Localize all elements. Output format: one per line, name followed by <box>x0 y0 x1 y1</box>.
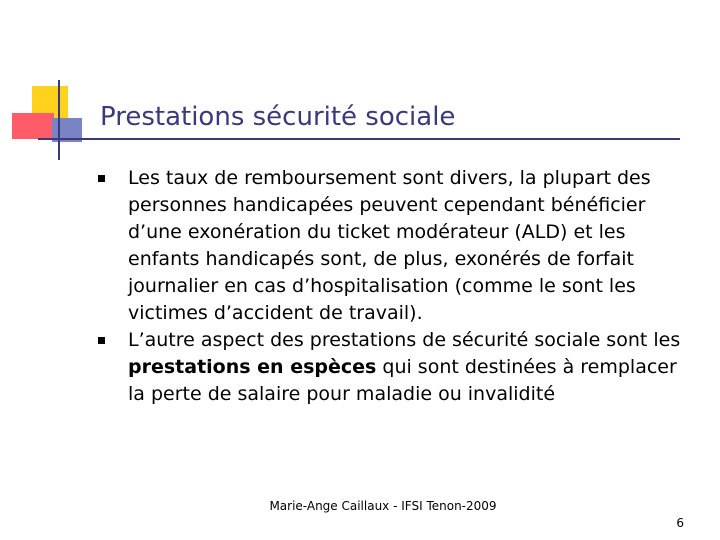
square-bullet-icon <box>98 175 105 182</box>
page-number: 6 <box>676 516 684 530</box>
title-decoration <box>0 0 110 170</box>
bullet-item-1 <box>98 165 698 327</box>
title-underline <box>38 138 680 140</box>
decor-vertical-line <box>58 80 60 160</box>
bullet-list <box>98 165 698 408</box>
decor-red-bar <box>12 113 54 139</box>
slide-footer: Marie-Ange Caillaux - IFSI Tenon-2009 <box>269 499 497 513</box>
bullet-text-2-bold: prestations en espèces <box>128 356 377 378</box>
slide-title: Prestations sécurité sociale <box>100 102 456 132</box>
bullet-text-2-end: qui sont destinées à remplacer la perte de salaire pour maladie ou invalidité <box>128 356 677 405</box>
square-bullet-icon <box>98 337 105 344</box>
bullet-text-1: Les taux de remboursement sont divers, la plupart des personnes handicapées peuvent cependant bénéficier d’une exonération du ticket modérateur (ALD) et les enfants handicapés sont, de plus, exonérés de forfait journalier en cas d’hospitalisation (comme le sont les victimes d’accident de travail). <box>128 167 651 324</box>
bullet-item-2 <box>98 327 698 408</box>
bullet-text-2-start: L’autre aspect des prestations de sécurité sociale sont les <box>128 329 681 351</box>
